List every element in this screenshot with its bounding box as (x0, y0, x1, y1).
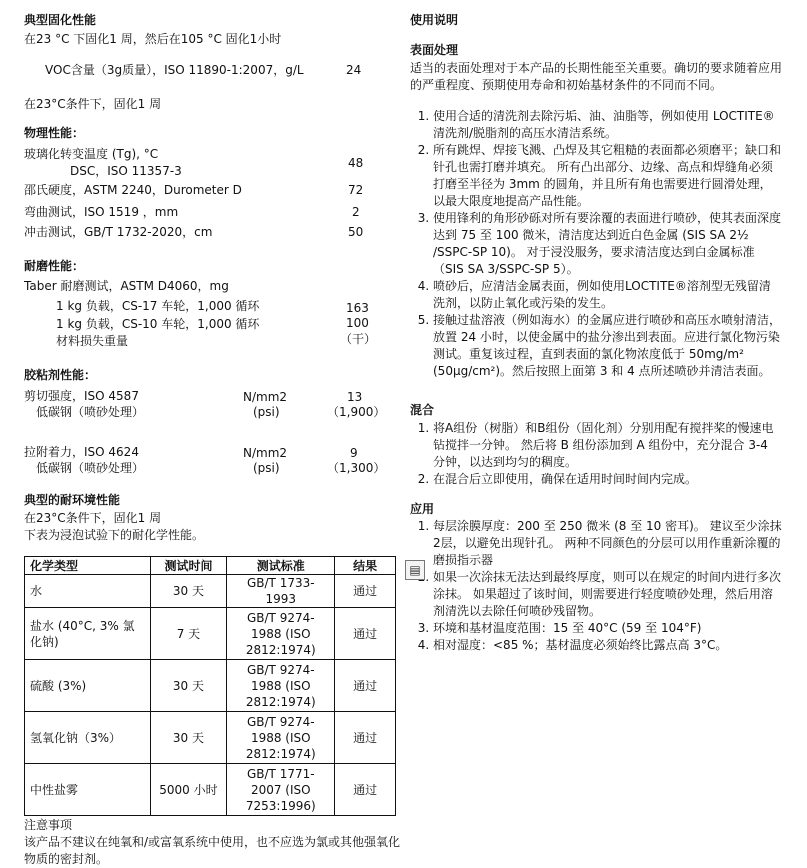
adhesive-title: 胶粘剂性能： (24, 368, 97, 382)
cell-result: 通过 (335, 764, 396, 816)
pull-unit-2: (psi) (253, 461, 280, 475)
shear-value-1: 13 (347, 390, 363, 404)
voc-label: VOC含量（3g质量），ISO 11890-1:2007，g/L (45, 63, 304, 77)
list-item: 4. 喷砂后，应清洁金属表面，例如使用LOCTITE®溶剂型无残留清洗剂，以防止氧化或污染的发生。 (433, 278, 782, 312)
cell-result: 通过 (335, 712, 396, 764)
table-row (25, 575, 396, 608)
list-item: 1. 每层涂膜厚度：200 至 250 微米 (8 至 10 密耳)。 建议至少涂抹2层，以避免出现针孔。 两种不同颜色的分层可以用作重新涂覆的磨损指示器 (433, 518, 782, 569)
cs10-value: 100 (346, 316, 369, 330)
cell-result: 通过 (335, 608, 396, 660)
notes-title: 注意事项 (24, 818, 73, 832)
physical-title: 物理性能： (24, 126, 85, 140)
pull-label: 拉附着力，ISO 4624 (24, 445, 139, 459)
table-row (25, 608, 396, 660)
header-std: 测试标准 (227, 557, 335, 575)
table-row (25, 712, 396, 764)
list-item: 5. 接触过盐溶液（例如海水）的金属应进行喷砂和高压水喷射清洁，放置 24 小时，以使金属中的盐分渗出到表面。应进行氯化物污染测试。重复该过程，直到表面的氯化物浓度低于 50mg/m² (50μg/cm²)。然后按照上面第 3 和 4 点所述喷砂并清洁表面。 (433, 312, 782, 380)
list-item: 3. 环境和基材温度范围：15 至 40°C (59 至 104°F) (433, 620, 782, 637)
voc-value: 24 (346, 63, 362, 77)
shear-label: 剪切强度，ISO 4587 (24, 389, 139, 403)
cs17-label: 1 kg 负载，CS-17 车轮，1,000 循环 (56, 299, 260, 313)
cell-time: 30 天 (150, 575, 227, 608)
tg-label-2: DSC，ISO 11357-3 (70, 164, 182, 178)
header-time: 测试时间 (150, 557, 227, 575)
header-chem: 化学类型 (25, 557, 151, 575)
cell-std: GB/T 9274-1988 (ISO 2812:1974) (227, 608, 335, 660)
cell-chem: 硫酸 (3%) (25, 660, 151, 712)
apply-steps (410, 518, 782, 654)
shear-value-2: （1,900） (327, 405, 386, 419)
shear-sub: 低碳钢（喷砂处理） (36, 405, 145, 419)
table-row (25, 660, 396, 712)
pull-value-1: 9 (350, 446, 358, 460)
surface-title: 表面处理 (410, 43, 459, 57)
shear-unit-1: N/mm2 (243, 390, 288, 404)
list-item: 4. 相对湿度：<85 %；基材温度必须始终比露点高 3°C。 (433, 637, 782, 654)
impact-value: 50 (348, 225, 364, 239)
cell-time: 30 天 (150, 712, 227, 764)
list-item: 2. 如果一次涂抹无法达到最终厚度，则可以在规定的时间内进行多次涂抹。 如果超过了该时间，则需要进行轻度喷砂处理，然后用溶剂清洗以去除任何喷砂残留物。 (433, 569, 782, 620)
cell-chem: 氢氧化钠（3%） (25, 712, 151, 764)
env-desc: 下表为浸泡试验下的耐化学性能。 (24, 528, 205, 542)
list-item: 1. 使用合适的清洗剂去除污垢、油、油脂等，例如使用 LOCTITE® 清洗剂/脱脂剂的高压水清洁系统。 (433, 108, 782, 142)
comment-icon[interactable]: ▤ (405, 560, 425, 580)
table-header-row (25, 557, 396, 575)
list-item: 3. 使用锋利的角形砂砾对所有要涂覆的表面进行喷砂，使其表面深度达到 75 至 100 微米，清洁度达到近白色金属 (SIS SA 2½ /SSPC-SP 10)。 对于浸没服务，要求清洁度达到白金属标准（SIS SA 3/SSPC-SP 5）。 (433, 210, 782, 278)
cell-result: 通过 (335, 660, 396, 712)
cell-std: GB/T 1771-2007 (ISO 7253:1996) (227, 764, 335, 816)
pull-value-2: （1,300） (327, 461, 386, 475)
loss-value: （干） (340, 332, 377, 346)
pull-unit-1: N/mm2 (243, 446, 288, 460)
impact-label: 冲击测试，GB/T 1732-2020，cm (24, 225, 213, 239)
cell-chem: 水 (25, 575, 151, 608)
typical-cure-title: 典型固化性能 (24, 13, 97, 27)
env-condition: 在23°C条件下，固化1 周 (24, 511, 162, 525)
tg-label-1: 玻璃化转变温度 (Tg), °C (24, 147, 159, 161)
cell-std: GB/T 9274-1988 (ISO 2812:1974) (227, 712, 335, 764)
cell-time: 7 天 (150, 608, 227, 660)
cell-result: 通过 (335, 575, 396, 608)
tg-value: 48 (348, 156, 364, 170)
list-item: 1. 将A组份（树脂）和B组份（固化剂）分别用配有搅拌桨的慢速电钻搅拌一分钟。 然后将 B 组份添加到 A 组份中，充分混合 3-4 分钟，以达到均匀的稠度。 (433, 420, 782, 471)
cell-chem: 中性盐雾 (25, 764, 151, 816)
usage-title: 使用说明 (410, 13, 459, 27)
abrasion-title: 耐磨性能： (24, 259, 85, 273)
loss-label: 材料损失重量 (56, 334, 129, 348)
chemical-resistance-table (24, 556, 396, 816)
shore-label: 邵氏硬度，ASTM 2240，Durometer D (24, 183, 242, 197)
mixing-steps (410, 420, 782, 488)
cure-condition: 在23°C条件下，固化1 周 (24, 97, 162, 111)
cell-std: GB/T 9274-1988 (ISO 2812:1974) (227, 660, 335, 712)
apply-title: 应用 (410, 502, 435, 516)
pull-sub: 低碳钢（喷砂处理） (36, 461, 145, 475)
bend-value: 2 (352, 205, 360, 219)
bend-label: 弯曲测试，ISO 1519 ，mm (24, 205, 179, 219)
surface-steps (410, 108, 782, 380)
header-result: 结果 (335, 557, 396, 575)
list-item: 2. 所有跳焊、焊接飞溅、凸焊及其它粗糙的表面都必须磨平；缺口和针孔也需打磨并填充。 所有凸出部分、边缘、高点和焊缝角必须打磨至半径为 3mm 的圆角，并且所有角也需要进行圆滑处理，以最大限度地提高产品性能。 (433, 142, 782, 210)
cell-time: 30 天 (150, 660, 227, 712)
typical-cure-desc: 在23 °C 下固化1 周，然后在105 °C 固化1小时 (24, 32, 282, 46)
cs17-value: 163 (346, 301, 369, 315)
env-title: 典型的耐环境性能 (24, 493, 121, 507)
cell-std: GB/T 1733-1993 (227, 575, 335, 608)
mixing-title: 混合 (410, 403, 435, 417)
taber-label: Taber 耐磨测试，ASTM D4060，mg (24, 279, 229, 293)
cell-chem: 盐水 (40°C, 3% 氯化钠) (25, 608, 151, 660)
shear-unit-2: (psi) (253, 405, 280, 419)
surface-intro: 适当的表面处理对于本产品的长期性能至关重要。确切的要求随着应用的严重程度、预期使用寿命和初始基材条件的不同而不同。 (410, 61, 783, 92)
shore-value: 72 (348, 183, 364, 197)
cell-time: 5000 小时 (150, 764, 227, 816)
notes-text: 该产品不建议在纯氧和/或富氧系统中使用，也不应选为氯或其他强氧化物质的密封剂。 (24, 835, 401, 866)
cs10-label: 1 kg 负载，CS-10 车轮，1,000 循环 (56, 317, 260, 331)
table-row (25, 764, 396, 816)
list-item: 2. 在混合后立即使用，确保在适用时间时间内完成。 (433, 471, 782, 488)
